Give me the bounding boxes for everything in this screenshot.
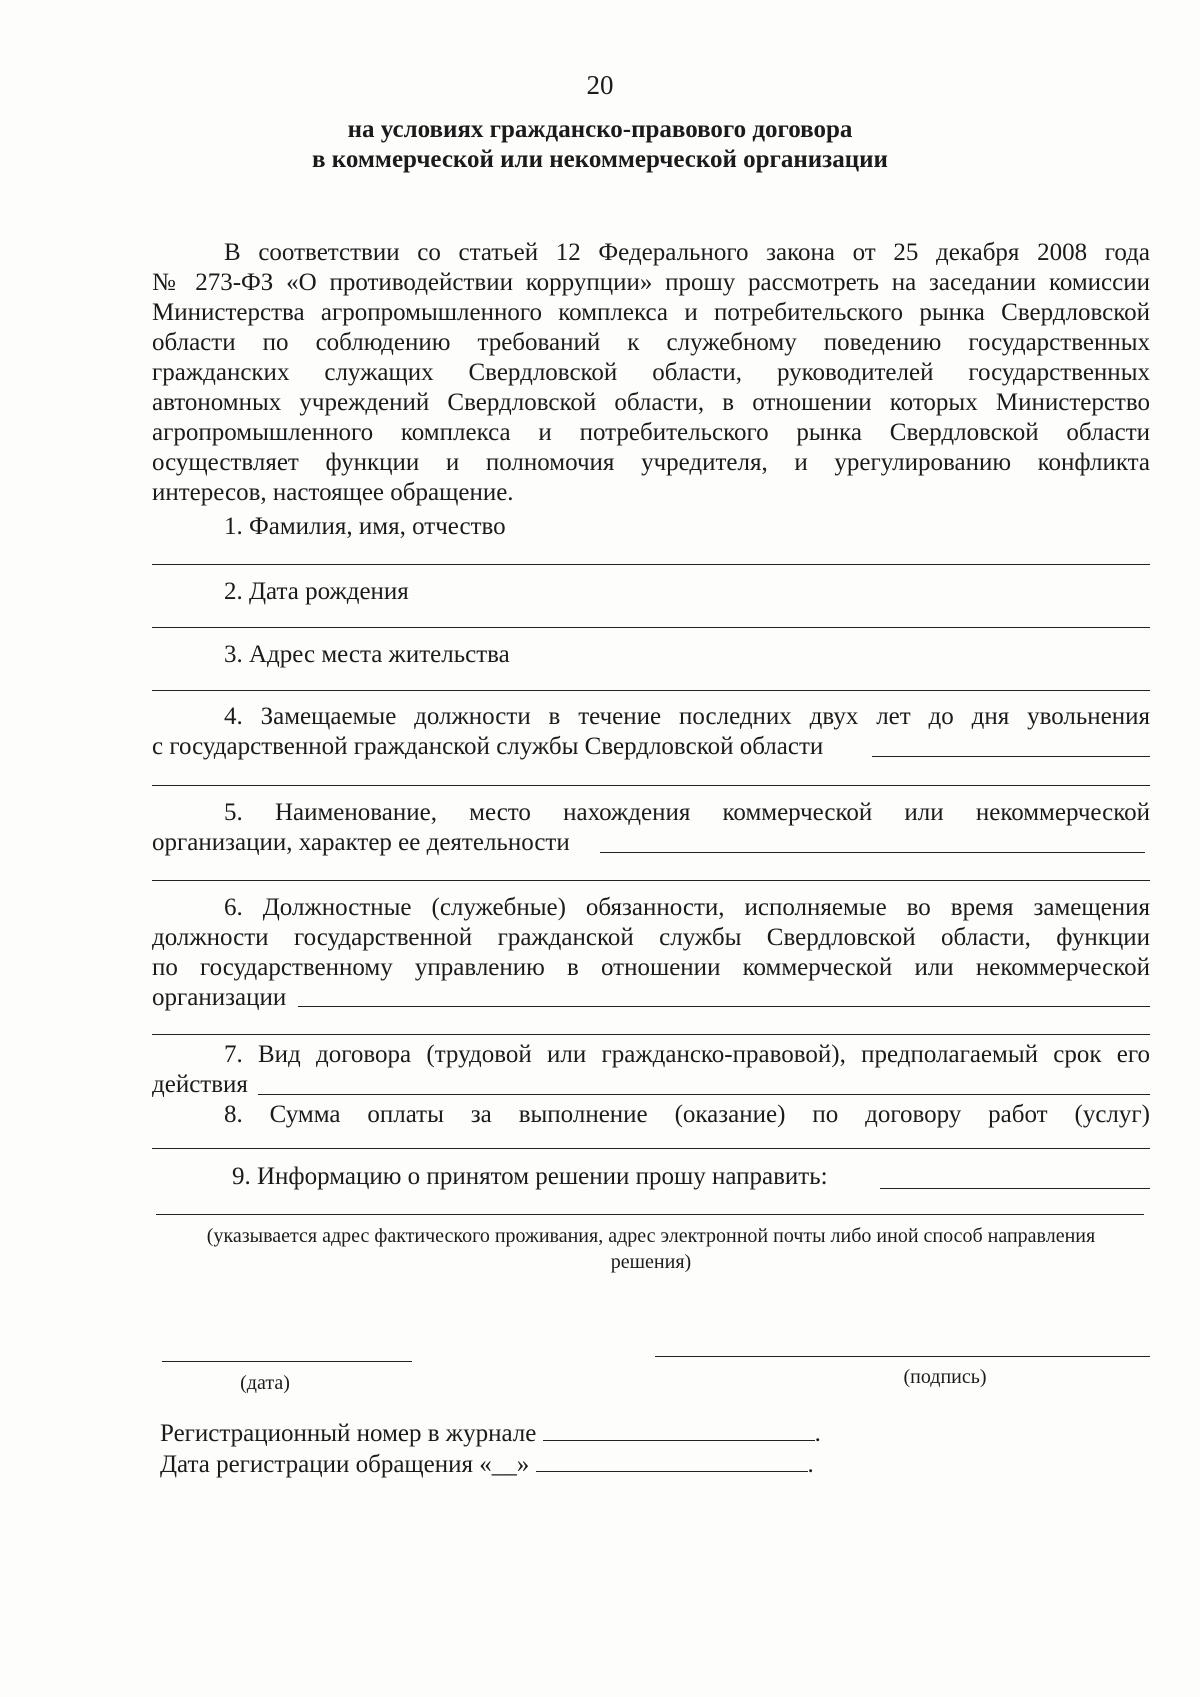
item-8-line: 8. Сумма оплаты за выполнение (оказание) по договору работ (услуг) bbox=[224, 1101, 1150, 1128]
item-6-fill-line[interactable] bbox=[298, 1006, 1150, 1007]
page-number: 20 bbox=[586, 70, 614, 100]
item-6-line: организации bbox=[152, 984, 287, 1011]
item-2-label: 2. Дата рождения bbox=[224, 578, 409, 605]
item-4-fill-line-2[interactable] bbox=[152, 785, 1150, 786]
item-6-line: должности государственной гражданской службы Свердловской области, функции bbox=[152, 924, 1150, 951]
item-9-label: 9. Информацию о принятом решении прошу направить: bbox=[232, 1163, 828, 1190]
intro-line: № 273-ФЗ «О противодействии коррупции» прошу рассмотреть на заседании комиссии bbox=[152, 269, 1150, 296]
registration-number-fill[interactable] bbox=[543, 1418, 815, 1441]
item-6-line: по государственному управлению в отношении коммерческой или некоммерческой bbox=[152, 954, 1150, 981]
item-4-line: 4. Замещаемые должности в течение последних двух лет до дня увольнения bbox=[224, 703, 1150, 730]
intro-line: гражданских служащих Свердловской области, руководителей государственных bbox=[152, 359, 1150, 386]
item-5-line: организации, характер ее деятельности bbox=[152, 829, 570, 856]
item-2-fill-line[interactable] bbox=[152, 627, 1150, 628]
item-8-fill-line[interactable] bbox=[152, 1148, 1150, 1149]
intro-line: В соответствии со статьей 12 Федерального закона от 25 декабря 2008 года bbox=[224, 239, 1150, 266]
item-7-fill-line[interactable] bbox=[258, 1094, 1150, 1095]
item-3-label: 3. Адрес места жительства bbox=[224, 641, 510, 668]
intro-line: осуществляет функции и полномочия учредителя, и урегулированию конфликта bbox=[152, 449, 1150, 476]
date-caption: (дата) bbox=[240, 1372, 290, 1394]
heading-line-2: в коммерческой или некоммерческой организации bbox=[312, 146, 888, 173]
item-9-fill-line[interactable] bbox=[880, 1188, 1150, 1189]
item-4-line: с государственной гражданской службы Свердловской области bbox=[152, 733, 824, 760]
intro-line: Министерства агропромышленного комплекса и потребительского рынка Свердловской bbox=[152, 299, 1150, 326]
item-7-line: действия bbox=[152, 1071, 248, 1098]
note-line-1: (указывается адрес фактического проживания, адрес электронной почты либо иной способ направления bbox=[206, 1225, 1096, 1247]
item-5-fill-line-2[interactable] bbox=[152, 880, 1150, 881]
intro-line: автономных учреждений Свердловской области, в отношении которых Министерство bbox=[152, 389, 1150, 416]
item-3-fill-line[interactable] bbox=[152, 690, 1150, 691]
registration-number-label: Регистрационный номер в журнале bbox=[160, 1420, 537, 1447]
date-fill-line[interactable] bbox=[162, 1361, 412, 1362]
item-1-fill-line[interactable] bbox=[152, 564, 1150, 565]
item-4-fill-line[interactable] bbox=[872, 756, 1150, 757]
item-1-label: 1. Фамилия, имя, отчество bbox=[224, 513, 506, 540]
registration-date-fill[interactable] bbox=[536, 1449, 808, 1472]
intro-line: области по соблюдению требований к служебному поведению государственных bbox=[152, 329, 1150, 356]
registration-date: Дата регистрации обращения «__» . bbox=[160, 1451, 814, 1478]
item-5-line: 5. Наименование, место нахождения коммерческой или некоммерческой bbox=[224, 799, 1150, 826]
item-7-line: 7. Вид договора (трудовой или гражданско-правовой), предполагаемый срок его bbox=[224, 1041, 1150, 1068]
note-line-2: решения) bbox=[610, 1251, 692, 1273]
item-6-line: 6. Должностные (служебные) обязанности, исполняемые во время замещения bbox=[224, 894, 1150, 921]
intro-line: агропромышленного комплекса и потребительского рынка Свердловской области bbox=[152, 419, 1150, 446]
registration-date-label: Дата регистрации обращения «__» bbox=[160, 1451, 530, 1478]
item-6-fill-line-2[interactable] bbox=[152, 1034, 1150, 1035]
item-5-fill-line[interactable] bbox=[600, 852, 1145, 853]
item-9-fill-line-2[interactable] bbox=[156, 1214, 1144, 1215]
registration-number: Регистрационный номер в журнале . bbox=[160, 1420, 821, 1447]
heading-line-1: на условиях гражданско-правового договора bbox=[347, 116, 853, 143]
intro-line: интересов, настоящее обращение. bbox=[152, 479, 514, 506]
signature-caption: (подпись) bbox=[903, 1366, 987, 1388]
signature-fill-line[interactable] bbox=[655, 1356, 1150, 1357]
